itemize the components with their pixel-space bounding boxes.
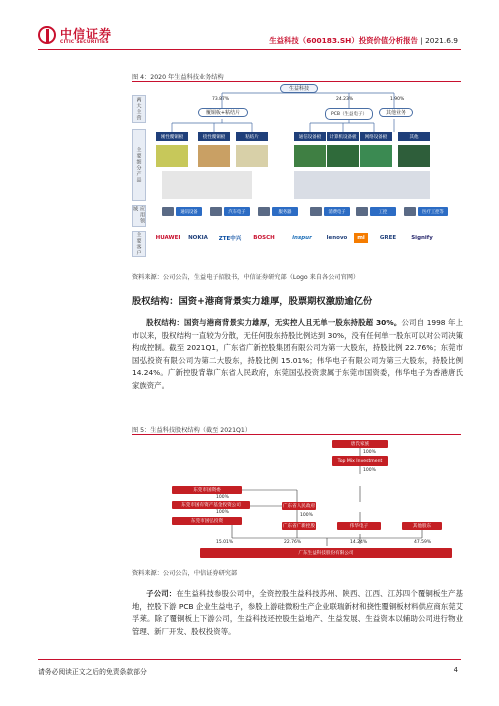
- business-structure-diagram: [132, 83, 462, 269]
- product-prepreg: 粘结片: [236, 132, 268, 141]
- root-company-label: 生益科技: [288, 86, 309, 92]
- paragraph-subsidiaries-body: 在生益科技参股公司中，全资控股生益科技苏州、陕西、江西、江苏四个覆铜板生产基地，控股下游 PCB 企业生益电子，参股上游硅微粉生产企业联瑞新材和挠性覆铜板材料供应商东莞艾孚莱。除了覆铜板上下游公司，生益科技还控股生益地产、生益发展、生益资本以辅助公司进行物业管理、新厂开发、股权投资等。: [132, 589, 463, 636]
- pct-gov-guangxin: 100%: [300, 513, 313, 518]
- footer-divider: [38, 659, 461, 660]
- customer-huawei: HUAWEI: [155, 235, 181, 241]
- box-guozi-fund: 东莞市国有资产基金投资公司: [172, 501, 250, 509]
- industrial-icon: [356, 207, 368, 216]
- segment-pct-ccl: 73.87%: [212, 97, 230, 102]
- figure4-rule: [132, 81, 461, 82]
- pct-weihua: 14.24%: [350, 540, 368, 545]
- flex-ccl-image: [198, 145, 230, 167]
- telecom-device-icon: [162, 207, 174, 216]
- other-board-image: [398, 145, 430, 167]
- report-date: 2021.6.9: [425, 36, 458, 45]
- product-rigid-ccl: 刚性覆铜板: [156, 132, 188, 141]
- figure5-title: 图 5：生益科技股权结构（截至 2021Q1）: [132, 427, 252, 434]
- segment-other: 其他业务: [379, 108, 413, 117]
- footer-disclaimer: 请务必阅读正文之后的免责条款部分: [38, 668, 147, 676]
- prepreg-image: [236, 145, 268, 167]
- ccl-application-photo: [162, 171, 252, 199]
- product-other: 其他: [398, 132, 430, 141]
- segment-pct-other: 1.90%: [390, 97, 405, 102]
- root-company-box: [280, 84, 318, 93]
- product-comm-board: 通信设备板: [294, 132, 326, 141]
- product-network-board: 网络设备板: [360, 132, 392, 141]
- customer-inspur: inspur: [292, 235, 312, 241]
- segment-pct-pcb: 24.23%: [336, 97, 354, 102]
- side-label-customers: 主要客户: [132, 231, 146, 257]
- pct-fund-guohong: 100%: [216, 510, 229, 515]
- header-divider: [38, 49, 461, 50]
- side-label-apps: 应用领域: [132, 205, 146, 227]
- figure5-rule: [132, 434, 461, 435]
- box-dg-guozi: 东莞市国资委: [172, 486, 242, 494]
- logo-english-name: CITIC SECURITIES: [60, 40, 109, 45]
- pcb-application-photo: [294, 171, 430, 199]
- customer-bosch: BOSCH: [253, 235, 275, 241]
- box-weihua: 伟华电子: [337, 522, 381, 530]
- customer-gree: GREE: [379, 235, 397, 241]
- pct-topmix-weihua: 100%: [363, 468, 376, 473]
- figure4-title: 图 4：2020 年生益科技业务结构: [132, 74, 224, 81]
- page-number: 4: [453, 666, 458, 674]
- pct-other: 47.59%: [414, 540, 432, 545]
- network-board-image: [360, 145, 392, 167]
- segment-pcb: PCB（生益电子）: [325, 108, 373, 120]
- pct-guangxin: 22.76%: [284, 540, 302, 545]
- server-icon: [258, 207, 270, 216]
- phone-icon: [310, 207, 322, 216]
- paragraph-equity-body: 公司自 1998 年上市以来，股权结构一直较为分散，无任何股东持股比例达到 30%，没有任何单一股东可以对公司决策构成控制。截至 2021Q1，广东省广新控股集团有限公司为第一大股东，持股比例 22.76%；东莞市国弘投资有限公司为第二大股东，持股比例 15.01%；伟华电子有限公司为第三大股东，持股比例 14.24%。广新控股背靠广东省人民政府，东莞国弘投资隶属于东莞市国资委，伟华电子为香港唐氏家族资产。: [132, 318, 463, 390]
- box-tang-family: 唐氏家族: [332, 440, 388, 448]
- app-medical: 医疗工控等: [418, 207, 448, 216]
- figure4-source: 资料来源：公司公告，生益电子招股书，中信证券研究部（Logo 来自各公司官网）: [132, 274, 360, 281]
- shareholding-structure-diagram: [132, 436, 462, 564]
- product-flex-ccl: 挠性覆铜板: [198, 132, 230, 141]
- box-dg-guohong: 东莞市国弘投资: [172, 517, 242, 525]
- citic-logo-icon: [38, 26, 56, 44]
- app-telecom: 通讯设备: [176, 207, 202, 216]
- customer-zte: ZTE中兴: [218, 236, 242, 242]
- customer-mi: mi: [354, 233, 368, 243]
- section-heading: 股权结构：国资+港商背景实力雄厚，股票期权激励逾亿份: [132, 296, 373, 307]
- pct-guozi-fund: 100%: [216, 495, 229, 500]
- paragraph-subsidiaries: [132, 588, 463, 638]
- computer-board-image: [327, 145, 359, 167]
- customer-lenovo: lenovo: [326, 235, 348, 241]
- comm-board-image: [294, 145, 326, 167]
- logo-chinese-name: 中信证券: [60, 27, 113, 41]
- paragraph-equity: [132, 317, 463, 393]
- product-computer-board: 计算机设备板: [327, 132, 359, 141]
- report-company: 生益科技（600183.SH）投资价值分析报告: [269, 36, 418, 45]
- medical-icon: [404, 207, 416, 216]
- rigid-ccl-image: [156, 145, 188, 167]
- box-other-holders: 其他股东: [402, 522, 442, 530]
- paragraph-equity-lead: 股权结构：国资与港商背景实力雄厚，无实控人且无单一股东持股超 30%。: [146, 318, 402, 327]
- pct-tang-topmix: 100%: [363, 450, 376, 455]
- app-consumer: 消费电子: [324, 207, 350, 216]
- side-label-main: 两大主营: [132, 95, 146, 123]
- figure5-source: 资料来源：公司公告，中信证券研究部: [132, 570, 238, 577]
- car-icon: [210, 207, 222, 216]
- box-topmix: Top Mix Investment: [332, 456, 388, 466]
- app-server: 服务器: [272, 207, 298, 216]
- box-shengyi-tech: 广东生益科技股份有限公司: [200, 548, 452, 558]
- side-label-products: 主要细分产品: [132, 129, 146, 201]
- box-guangxin: 广东省广新控股: [282, 524, 316, 529]
- paragraph-subsidiaries-lead: 子公司：: [146, 589, 177, 598]
- customer-nokia: NOKIA: [188, 235, 208, 241]
- pct-guohong: 15.01%: [216, 540, 234, 545]
- customer-signify: Signify: [411, 235, 433, 241]
- app-auto: 汽车电子: [224, 207, 250, 216]
- report-title: 生益科技（600183.SH）投资价值分析报告 | 2021.6.9: [269, 36, 458, 45]
- app-industrial: 工控: [370, 207, 396, 216]
- box-gd-gov: 广东省人民政府: [282, 504, 316, 509]
- segment-ccl: 覆铜板+粘结片: [198, 108, 248, 117]
